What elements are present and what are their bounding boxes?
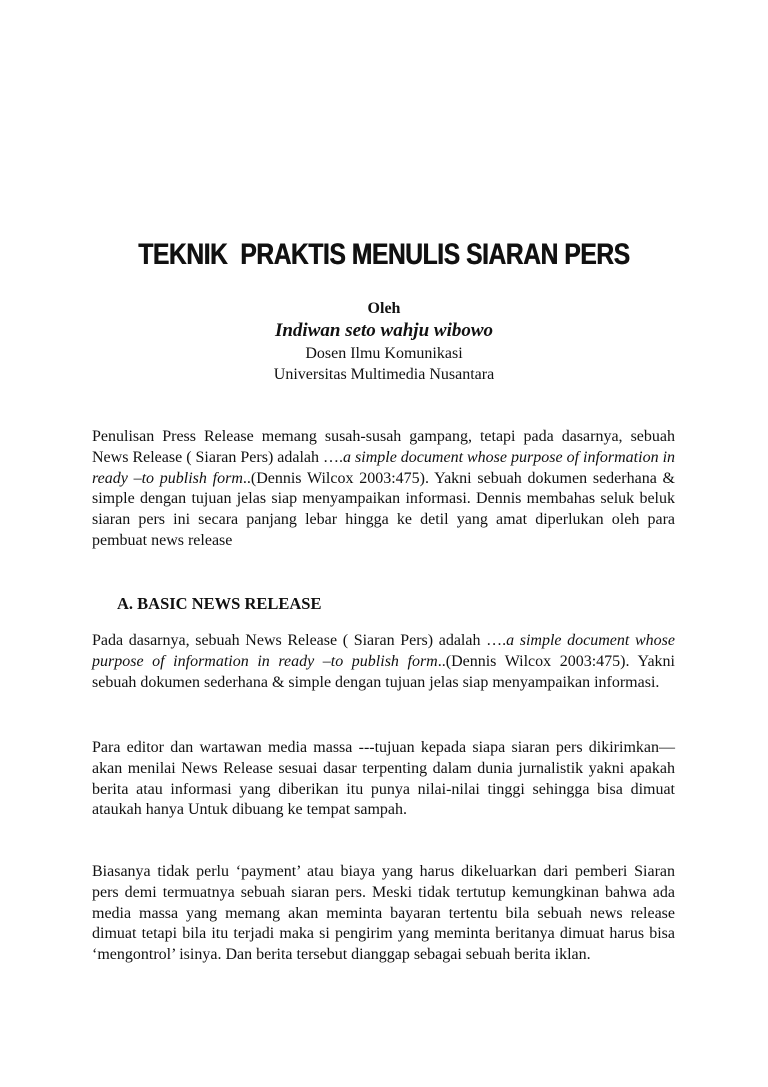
paragraph-payment: Biasanya tidak perlu ‘payment’ atau biaya yang harus dikeluarkan dari pemberi Siaran pers demi termuatnya sebuah siaran pers. Meski tidak tertutup kemungkinan bahwa ada media massa yang memang akan meminta bayaran tertentu bila sebuah news release dimuat tetapi bila itu terjadi maka si pengirim yang meminta beritanya dimuat harus bisa ‘mengontrol’ isinya. Dan berita tersebut dianggap sebagai sebuah berita iklan. — [92, 863, 675, 964]
document-title: TEKNIK PRAKTIS MENULIS SIARAN PERS — [138, 238, 630, 271]
author-name: Indiwan seto wahju wibowo — [274, 320, 494, 341]
author-role: Dosen Ilmu Komunikasi — [305, 345, 463, 362]
paragraph-intro — [92, 427, 675, 552]
author-institution: Universitas Multimedia Nusantara — [273, 366, 495, 383]
paragraph-definition-text-1: Pada dasarnya, sebuah News Release ( Siaran Pers) adalah …. — [92, 632, 507, 649]
paragraph-intro-quote: a simple document whose purpose of information in ready –to publish form — [92, 448, 676, 487]
paragraph-definition-text-2: ..(Dennis Wilcox 2003:475). Yakni sebuah dokumen sederhana & simple dengan tujuan jelas siap menyampaikan informasi. — [92, 652, 675, 691]
section-heading-basic-news-release: A. BASIC NEWS RELEASE — [117, 594, 322, 613]
paragraph-editors: Para editor dan wartawan media massa ---tujuan kepada siapa siaran pers dikirimkan—akan menilai News Release sesuai dasar terpenting dalam dunia jurnalistik yakni apakah berita atau informasi yang diberikan itu punya nilai-nilai tinggi sehingga bisa dimuat ataukah hanya Untuk dibuang ke tempat sampah. — [92, 739, 675, 819]
paragraph-intro-text-1: Penulisan Press Release memang susah-susah gampang, tetapi pada dasarnya, sebuah News Release ( Siaran Pers) adalah …. — [92, 428, 675, 466]
paragraph-definition — [92, 631, 675, 693]
paragraph-definition-quote: a simple document whose purpose of information in ready –to publish form — [92, 632, 675, 670]
byline-oleh: Oleh — [367, 300, 401, 317]
paragraph-intro-text-2: ..(Dennis Wilcox 2003:475). Yakni sebuah dokumen sederhana & simple dengan tujuan jelas siap menyampaikan informasi. Dennis membahas seluk beluk siaran pers ini secara panjang lebar hingga ke detil yang amat diperlukan oleh para pembuat news release — [92, 469, 675, 549]
